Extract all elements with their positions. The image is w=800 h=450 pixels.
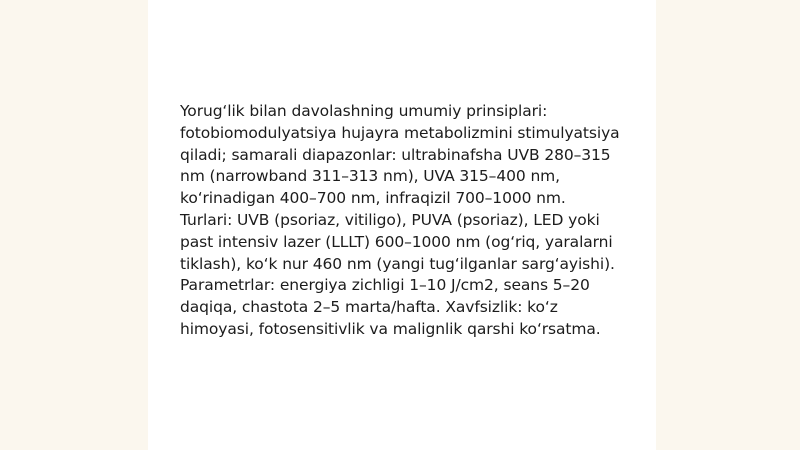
body-paragraph: Yorug‘lik bilan davolashning umumiy prinsiplari: fotobiomodulyatsiya hujayra metabolizmini stimulyatsiya qiladi; samarali diapazonlar: ultrabinafsha UVB 280–315 nm (narrowband 311–313 nm), UVA 315–400 nm, ko‘rinadigan 400–700 nm, infraqizil 700–1000 nm. Turlari: UVB (psoriaz, vitiligo), PUVA (psoriaz), LED yoki past intensiv lazer (LLLT) 600–1000 nm (og‘riq, yaralarni tiklash), ko‘k nur 460 nm (yangi tug‘ilganlar sarg‘ayishi). Parametrlar: energiya zichligi 1–10 J/cm2, seans 5–20 daqiqa, chastota 2–5 marta/hafta. Xavfsizlik: ko‘z himoyasi, fotosensitivlik va malignlik qarshi ko‘rsatma. xyxy=(180,102,620,338)
document-page xyxy=(148,0,656,450)
